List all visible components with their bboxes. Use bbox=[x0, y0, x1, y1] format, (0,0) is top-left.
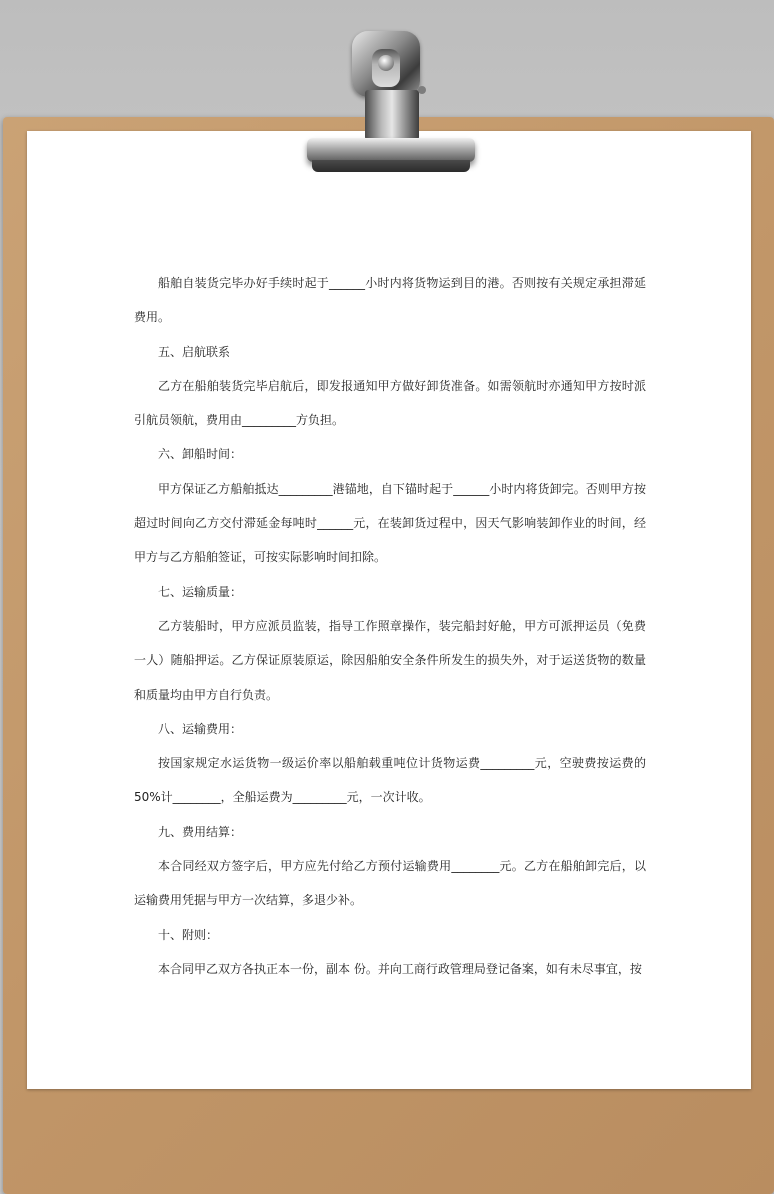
section-heading: 七、运输质量： bbox=[158, 584, 243, 599]
paragraph: 乙方装船时，甲方应派员监装，指导工作照章操作，装完船封好舱，甲方可派押运员（免费一人）随船押运。乙方保证原装原运，除因船舶安全条件所发生的损失外，对于运送货物的数量和质量均由甲方自行负责。 bbox=[134, 618, 646, 702]
document-body bbox=[134, 266, 646, 986]
paragraph: 本合同经双方签字后，甲方应先付给乙方预付运输费用________元。乙方在船舶卸完后，以运输费用凭据与甲方一次结算，多退少补。 bbox=[134, 859, 646, 908]
paragraph: 乙方在船舶装货完毕启航后，即发报通知甲方做好卸货准备。如需领航时亦通知甲方按时派引航员领航，费用由_________方负担。 bbox=[134, 378, 646, 428]
paragraph: 船舶自装货完毕办好手续时起于______小时内将货物运到目的港。否则按有关规定承担滞延费用。 bbox=[134, 276, 646, 325]
paragraph: 甲方保证乙方船舶抵达_________港锚地，自下锚时起于______小时内将货卸完。否则甲方按超过时间向乙方交付滞延金每吨时______元，在装卸货过程中，因天气影响装卸作业的时间，经甲方与乙方船舶签证，可按实际影响时间扣除。 bbox=[134, 481, 646, 565]
section-heading: 六、卸船时间： bbox=[158, 447, 243, 462]
paragraph: 本合同甲乙双方各执正本一份，副本 份。并向工商行政管理局登记备案，如有未尽事宜，按 bbox=[158, 961, 642, 976]
section-heading: 九、费用结算： bbox=[158, 824, 243, 839]
clip-neck bbox=[365, 90, 419, 140]
section-heading: 八、运输费用： bbox=[158, 721, 243, 736]
section-heading: 五、启航联系 bbox=[158, 344, 231, 359]
clip-rivet bbox=[418, 86, 426, 94]
clip-screw bbox=[378, 55, 394, 71]
clipboard-clip bbox=[307, 138, 475, 162]
paragraph: 按国家规定水运货物一级运价率以船舶载重吨位计货物运费_________元，空驶费按运费的50%计________，全船运费为_________元，一次计收。 bbox=[134, 756, 646, 805]
clip-lip bbox=[312, 160, 470, 172]
section-heading: 十、附则： bbox=[158, 927, 219, 942]
